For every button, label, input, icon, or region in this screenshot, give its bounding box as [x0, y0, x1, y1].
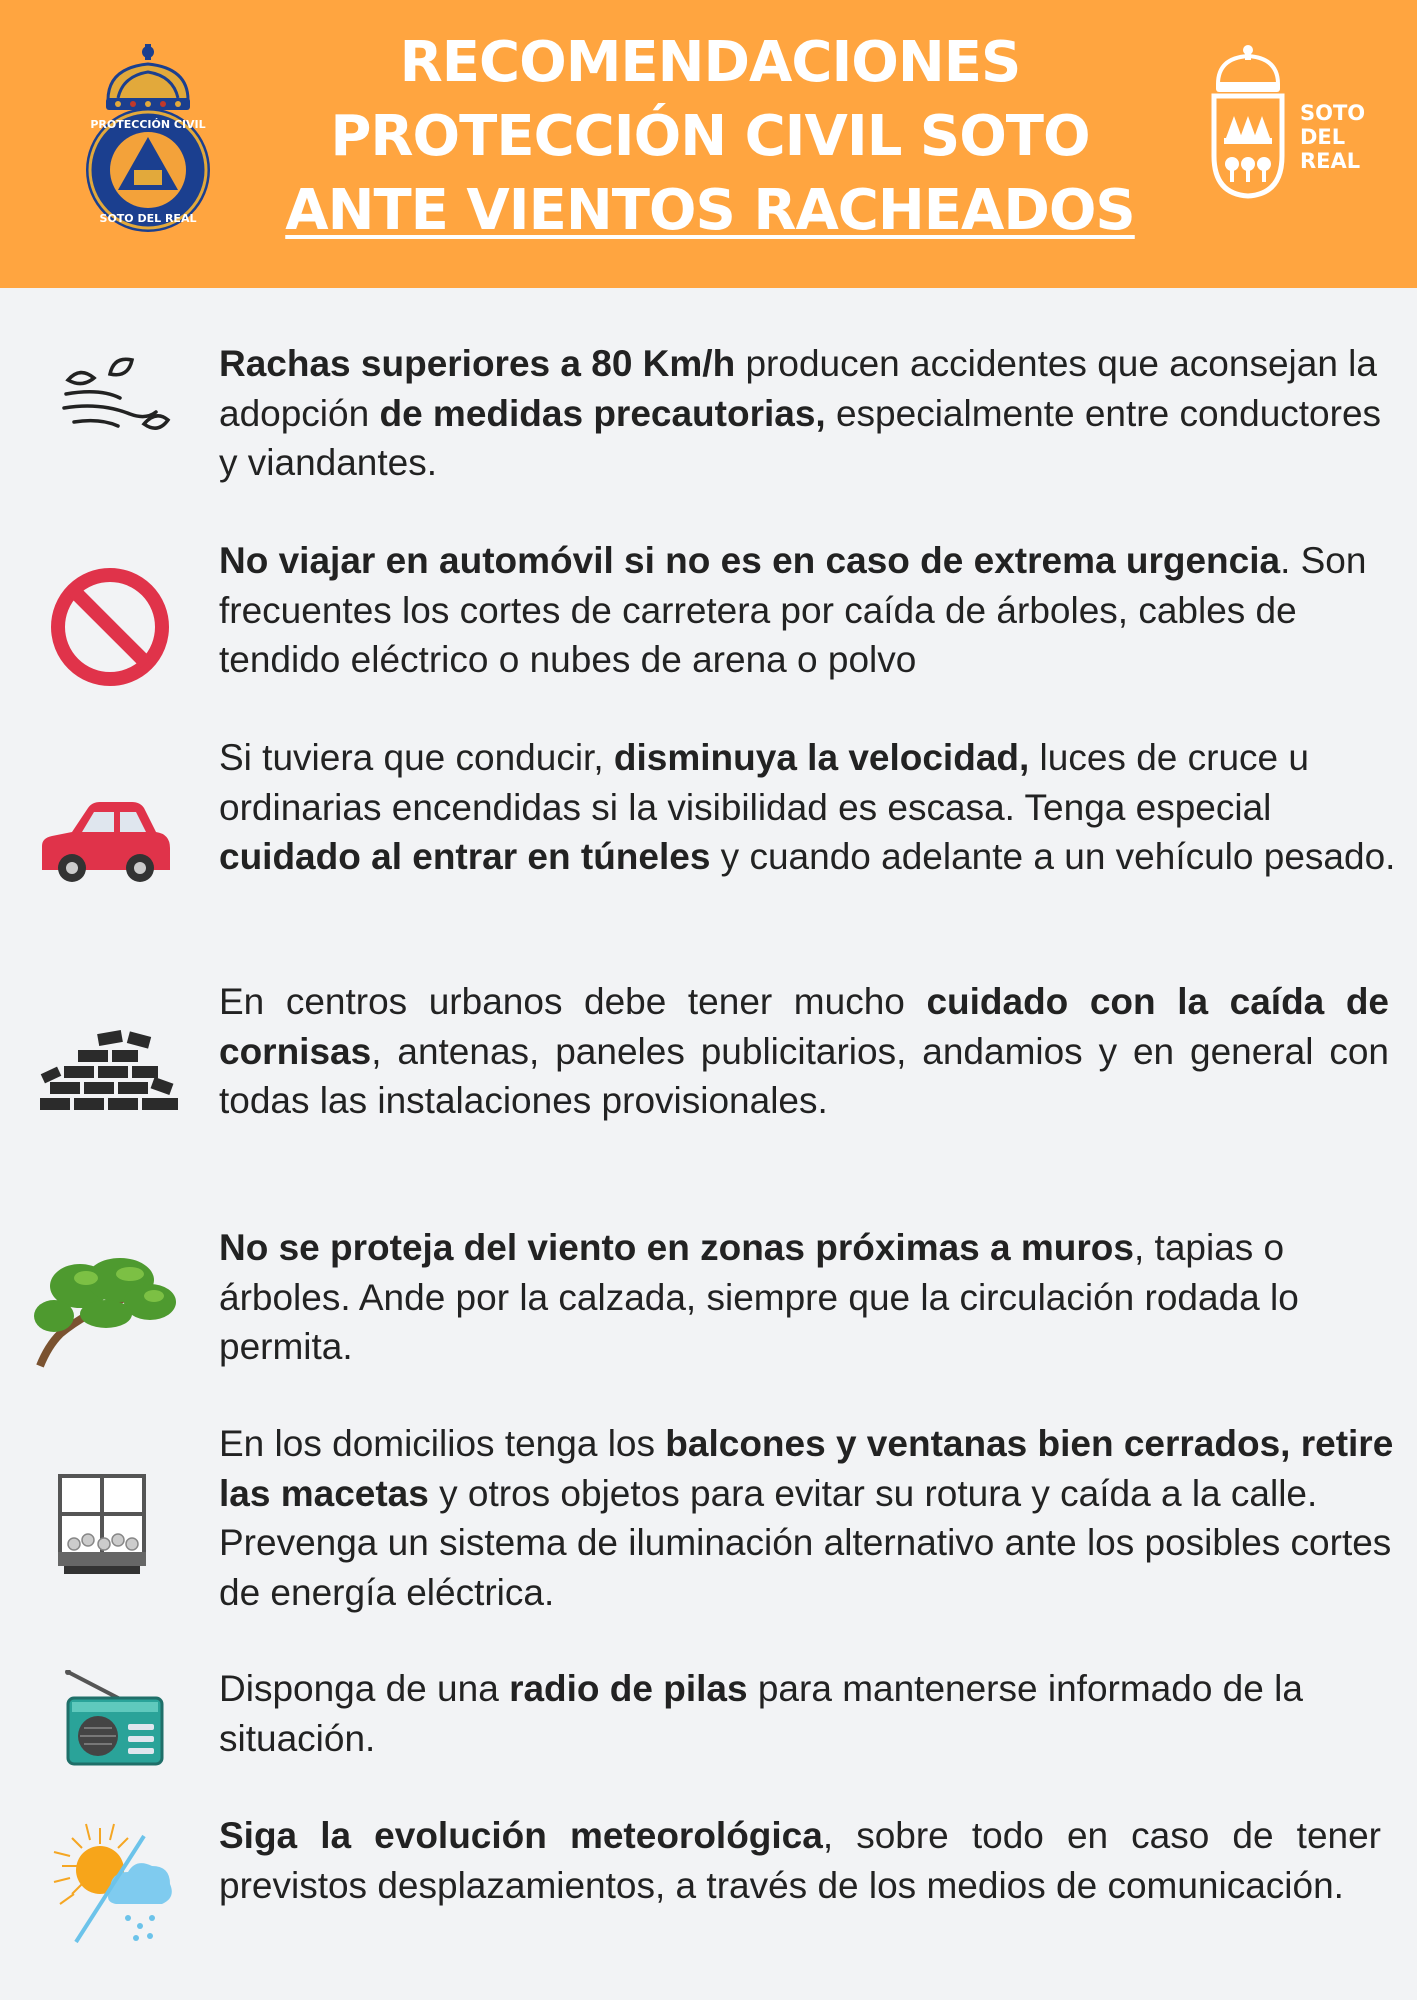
proteccion-civil-emblem-icon — [78, 40, 218, 240]
recommendation-text-4 — [219, 977, 1389, 1126]
title-line-3: ANTE VIENTOS RACHEADOS — [285, 178, 1135, 243]
text-run: En los domicilios tenga los — [219, 1423, 666, 1464]
radio-icon — [64, 1670, 166, 1768]
weather-icon — [40, 1822, 180, 1946]
bold-text: cuidado con la caída de cornisas — [219, 981, 1389, 1072]
text-run: para mantenerse informado de la situación. — [219, 1668, 1303, 1759]
soto-del-real-logo — [1210, 44, 1365, 199]
tree-icon — [30, 1256, 178, 1368]
page-title — [260, 26, 1160, 248]
text-run: y cuando adelante a un vehículo pesado. — [710, 836, 1396, 877]
proteccion-civil-logo — [78, 40, 218, 240]
text-run: Si tuviera que conducir, — [219, 737, 614, 778]
text-run: luces de cruce u ordinarias encendidas si la visibilidad es escasa. Tenga especial — [219, 737, 1309, 828]
bold-text: No viajar en automóvil si no es en caso de extrema urgencia — [219, 540, 1281, 581]
bold-text: cuidado al entrar en túneles — [219, 836, 711, 877]
recommendation-text-6 — [219, 1419, 1399, 1617]
title-line-1: RECOMENDACIONES — [399, 30, 1021, 95]
soto-del-real-crest-icon — [1210, 44, 1365, 199]
text-run: . Son frecuentes los cortes de carretera por caída de árboles, cables de tendido eléctrico o nubes de arena o polvo — [219, 540, 1367, 680]
svg-text:SOTO DEL REAL: SOTO DEL REAL — [99, 212, 197, 225]
svg-text:SOTO DEL REAL — [1300, 101, 1365, 173]
text-run: Disponga de una — [219, 1668, 510, 1709]
bold-text: balcones y ventanas bien cerrados, retire las macetas — [219, 1423, 1394, 1514]
logo-text-real: REAL — [1300, 149, 1361, 173]
bold-text: radio de pilas — [509, 1668, 748, 1709]
recommendation-text-5 — [219, 1223, 1399, 1372]
recommendation-text-3 — [219, 733, 1399, 882]
text-run: , tapias o árboles. Ande por la calzada, siempre que la circulación rodada lo permita. — [219, 1227, 1299, 1367]
text-run: En centros urbanos debe tener mucho — [219, 981, 927, 1022]
header-banner — [0, 0, 1417, 288]
car-icon — [38, 800, 174, 882]
text-run: producen accidentes que aconsejan la adopción — [219, 343, 1377, 434]
text-run: y otros objetos para evitar su rotura y caída a la calle. Prevenga un sistema de iluminación alternativo ante los posibles cortes de energía eléctrica. — [219, 1472, 1392, 1613]
text-run: , antenas, paneles publicitarios, andamios y en general con todas las instalaciones provisionales. — [219, 1030, 1389, 1121]
recommendation-text-7 — [219, 1664, 1399, 1763]
bold-text: Siga la evolución meteorológica — [219, 1815, 823, 1856]
title-line-2: PROTECCIÓN CIVIL SOTO — [330, 104, 1090, 169]
recommendation-text-8 — [219, 1811, 1381, 1910]
text-run: especialmente entre conductores y viandantes. — [219, 392, 1382, 483]
bold-text: No se proteja del viento en zonas próximas a muros — [219, 1227, 1134, 1268]
svg-text:PROTECCIÓN CIVIL: PROTECCIÓN CIVIL — [90, 118, 206, 131]
bold-text: Rachas superiores a 80 Km/h — [219, 343, 736, 384]
logo-text-del: DEL — [1300, 125, 1346, 149]
bold-text: de medidas precautorias, — [379, 392, 826, 434]
logo-text-soto: SOTO — [1300, 101, 1365, 125]
recommendation-text-1 — [219, 339, 1399, 488]
wind-leaves-icon — [60, 354, 172, 446]
window-icon — [56, 1474, 148, 1578]
text-run: , sobre todo en caso de tener previstos desplazamientos, a través de los medios de comunicación. — [219, 1815, 1381, 1906]
prohibited-icon — [49, 566, 171, 688]
recommendation-text-2 — [219, 536, 1399, 685]
bold-text: disminuya la velocidad, — [613, 737, 1030, 778]
bricks-icon — [38, 1030, 180, 1112]
